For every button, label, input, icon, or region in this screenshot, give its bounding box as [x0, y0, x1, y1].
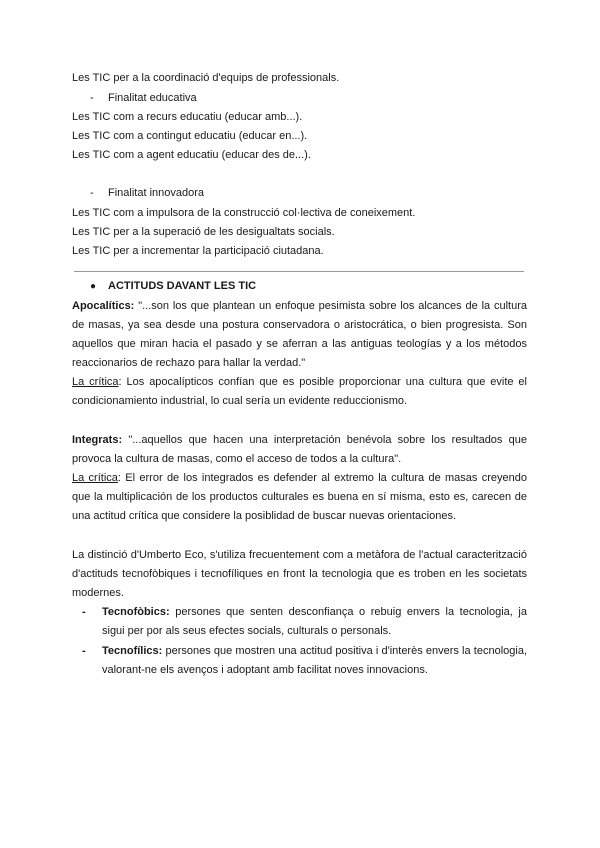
apocaliptics-quote: "...son los que plantean un enfoque pesimista sobre los alcances de la cultura de masas, ya sea desde una postura conservadora o aristocrática, o bien progresista. Son aquellos que miran hacia el pasado y se aferran a las antiguas teologías y a los métodos reaccionarios de rechazo para hallar la verdad." — [72, 300, 527, 369]
sub-item — [90, 186, 204, 200]
dash-marker: - — [82, 645, 86, 657]
text-line: Les TIC per a la coordinació d'equips de professionals. — [72, 72, 340, 84]
section-heading — [90, 279, 256, 294]
apocaliptics-label: Apocalítics: — [72, 300, 135, 312]
critique-text: : El error de los integrados es defender al extremo la cultura de masas creyendo que la multiplicación de los productos culturales es buena en sí misma, esto es, carecen de una actitud crítica que considere la posiblidad de buscar nuevas orientaciones. — [72, 472, 527, 522]
apocaliptics-paragraph — [72, 297, 527, 373]
list-item-description: persones que senten desconfiança o rebuig envers la tecnologia, ja sigui per por als seus efectes socials, culturals o personals. — [102, 606, 527, 637]
text-line: Les TIC per a incrementar la participació ciutadana. — [72, 245, 324, 257]
dash-marker: - — [90, 92, 94, 104]
text-line: Les TIC com a impulsora de la construcció col·lectiva de coneixement. — [72, 207, 416, 219]
dash-marker: - — [90, 187, 94, 199]
text-line: Les TIC com a contingut educatiu (educar en...). — [72, 130, 308, 142]
eco-paragraph: La distinció d'Umberto Eco, s'utiliza frecuentement com a metàfora de l'actual caracterització d'actituds tecnofòbiques i tecnofíliques en front la tecnologia que es troben en les societats modernes. — [72, 549, 527, 599]
dash-marker: - — [82, 606, 86, 618]
sub-item — [90, 91, 197, 105]
sub-item-label: Finalitat innovadora — [108, 187, 205, 199]
bullet-icon: ● — [90, 281, 97, 292]
integrats-paragraph — [72, 431, 527, 469]
critique-label: La crítica — [72, 472, 118, 484]
integrats-quote: "...aquellos que hacen una interpretación benévola sobre los resultados que provoca la cultura de masas, como el acceso de todos a la cultura". — [72, 434, 527, 465]
list-item — [82, 642, 527, 680]
section-heading-text: ACTITUDS DAVANT LES TIC — [108, 280, 257, 292]
text-line: Les TIC com a agent educatiu (educar des de...). — [72, 149, 311, 161]
list-item-label: Tecnofílics: — [102, 645, 163, 657]
list-item-description: persones que mostren una actitud positiva i d'interès envers la tecnologia, valorant-ne els avenços i adoptant amb facilitat noves innovacions. — [102, 645, 527, 676]
list-item-text — [102, 603, 527, 641]
text-line: Les TIC com a recurs educatiu (educar amb...). — [72, 111, 303, 123]
list-item-text — [102, 642, 527, 680]
horizontal-divider — [74, 271, 524, 272]
apocaliptics-critique — [72, 373, 527, 411]
list-item — [82, 603, 527, 641]
sub-item-label: Finalitat educativa — [108, 92, 197, 104]
integrats-critique — [72, 469, 527, 526]
text-line: Les TIC per a la superació de les desigualtats socials. — [72, 226, 335, 238]
critique-text: : Los apocalípticos confían que es posible proporcionar una cultura que evite el condicionamiento industrial, lo cual sería un evidente reduccionismo. — [72, 376, 527, 407]
critique-label: La crítica — [72, 376, 119, 388]
list-item-label: Tecnofòbics: — [102, 606, 170, 618]
integrats-label: Integrats: — [72, 434, 123, 446]
